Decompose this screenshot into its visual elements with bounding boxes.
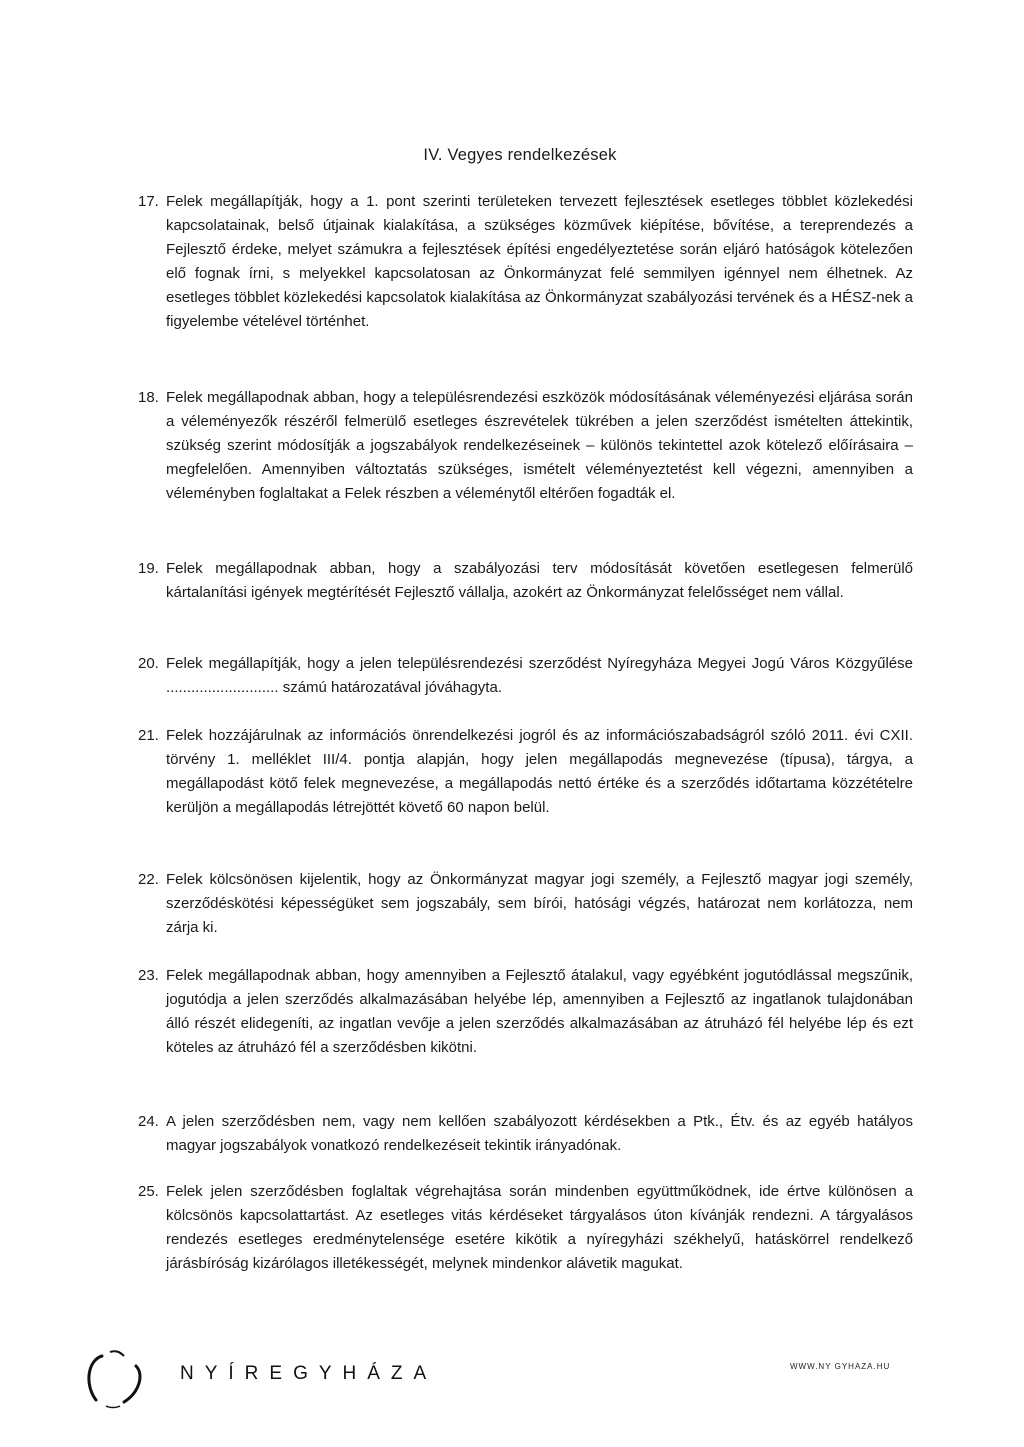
footer-city-name: NYÍREGYHÁZA bbox=[180, 1363, 438, 1384]
clause-23 bbox=[138, 964, 913, 1060]
clause-text: Felek kölcsönösen kijelentik, hogy az Önkormányzat magyar jogi személy, a Fejlesztő magyar jogi személy, szerződéskötési képességüket sem jogszabály, sem bírói, hatósági végzés, határozat nem korlátozza, nem zárja ki. bbox=[166, 871, 913, 936]
clause-number: 24. bbox=[138, 1113, 159, 1130]
clause-22 bbox=[138, 868, 913, 940]
clause-number: 19. bbox=[138, 560, 159, 577]
clause-number: 20. bbox=[138, 655, 159, 672]
clause-number: 25. bbox=[138, 1183, 159, 1200]
clause-number: 22. bbox=[138, 871, 159, 888]
clause-number: 18. bbox=[138, 389, 159, 406]
section-title: IV. Vegyes rendelkezések bbox=[423, 146, 617, 164]
clause-24 bbox=[138, 1110, 913, 1158]
footer-url: WWW.NY GYHAZA.HU bbox=[790, 1362, 891, 1371]
clause-text: Felek megállapítják, hogy a jelen településrendezési szerződést Nyíregyháza Megyei Jogú Város Közgyűlése ........................... számú határozatával jóváhagyta. bbox=[166, 655, 913, 696]
clause-number: 17. bbox=[138, 193, 159, 210]
clause-25 bbox=[138, 1180, 913, 1276]
clause-19 bbox=[138, 557, 913, 605]
clause-text: Felek megállapítják, hogy a 1. pont szerinti területeken tervezett fejlesztések esetleges többlet közlekedési kapcsolatainak, belső útjainak kialakítása, a szükséges közművek kiépítése, bővítése, a tereprendezés a Fejlesztő érdeke, melyet számukra a fejlesztések építési engedélyeztetése során eljáró hatóságok kötelezően elő fognak írni, s melyekkel kapcsolatosan az Önkormányzat felé semmilyen igénnyel nem élhetnek. Az esetleges többlet közlekedési kapcsolatok kialakítása az Önkormányzat szabályozási tervének és a HÉSZ-nek a figyelembe vételével történhet. bbox=[166, 193, 913, 330]
clause-21 bbox=[138, 724, 913, 820]
clause-text: Felek megállapodnak abban, hogy a szabályozási terv módosítását követően esetlegesen felmerülő kártalanítási igények megtérítését Fejlesztő vállalja, azokért az Önkormányzat felelősséget nem vállal. bbox=[166, 560, 913, 601]
clause-text: Felek jelen szerződésben foglaltak végrehajtása során mindenben együttműködnek, ide értve különösen a kölcsönös kapcsolattartást. Az esetleges vitás kérdéseket tárgyalásos úton kívánják rendezni. A tárgyalásos rendezés esetleges eredménytelensége esetére kikötik a nyíregyházi székhelyű, hatáskörrel rendelkező járásbíróság kizárólagos illetékességét, melynek mindenkor alávetik magukat. bbox=[166, 1183, 913, 1272]
clause-18 bbox=[138, 386, 913, 506]
clause-text: A jelen szerződésben nem, vagy nem kellően szabályozott kérdésekben a Ptk., Étv. és az egyéb hatályos magyar jogszabályok vonatkozó rendelkezéseit tekintik irányadónak. bbox=[166, 1113, 913, 1154]
clause-number: 23. bbox=[138, 967, 159, 984]
clause-17 bbox=[138, 190, 913, 334]
clause-text: Felek hozzájárulnak az információs önrendelkezési jogról és az információszabadságról szóló 2011. évi CXII. törvény 1. melléklet III/4. pontja alapján, hogy jelen megállapodás megnevezése (típusa), tárgya, a megállapodást kötő felek megnevezése, a megállapodás nettó értéke és a szerződés időtartama közzétételre kerüljön a megállapodás létrejöttét követő 60 napon belül. bbox=[166, 727, 913, 816]
clause-text: Felek megállapodnak abban, hogy a településrendezési eszközök módosításának véleményezési eljárása során a véleményezők részéről felmerülő esetleges észrevételek tükrében a jelen szerződést ismételten áttekintik, szükség szerint módosítják a jogszabályok rendelkezéseinek – különös tekintettel azok kötelező előírásaira – megfelelően. Amennyiben változtatás szükséges, ismételt véleményeztetést kell végezni, amennyiben a véleményben foglaltakat a Felek részben a véleménytől eltérően fogadták el. bbox=[166, 389, 913, 502]
clause-text: Felek megállapodnak abban, hogy amennyiben a Fejlesztő átalakul, vagy egyébként jogutódlással megszűnik, jogutódja a jelen szerződés alkalmazásában helyébe lép, amennyiben a Fejlesztő az ingatlanok tulajdonában álló részét elidegeníti, az ingatlan vevője a jelen szerződés alkalmazásában az átruházó fél helyébe lép és ezt köteles az átruházó fél a szerződésben kikötni. bbox=[166, 967, 913, 1056]
clause-20 bbox=[138, 652, 913, 700]
clause-number: 21. bbox=[138, 727, 159, 744]
nyiregyhaza-logo-icon bbox=[80, 1344, 160, 1412]
